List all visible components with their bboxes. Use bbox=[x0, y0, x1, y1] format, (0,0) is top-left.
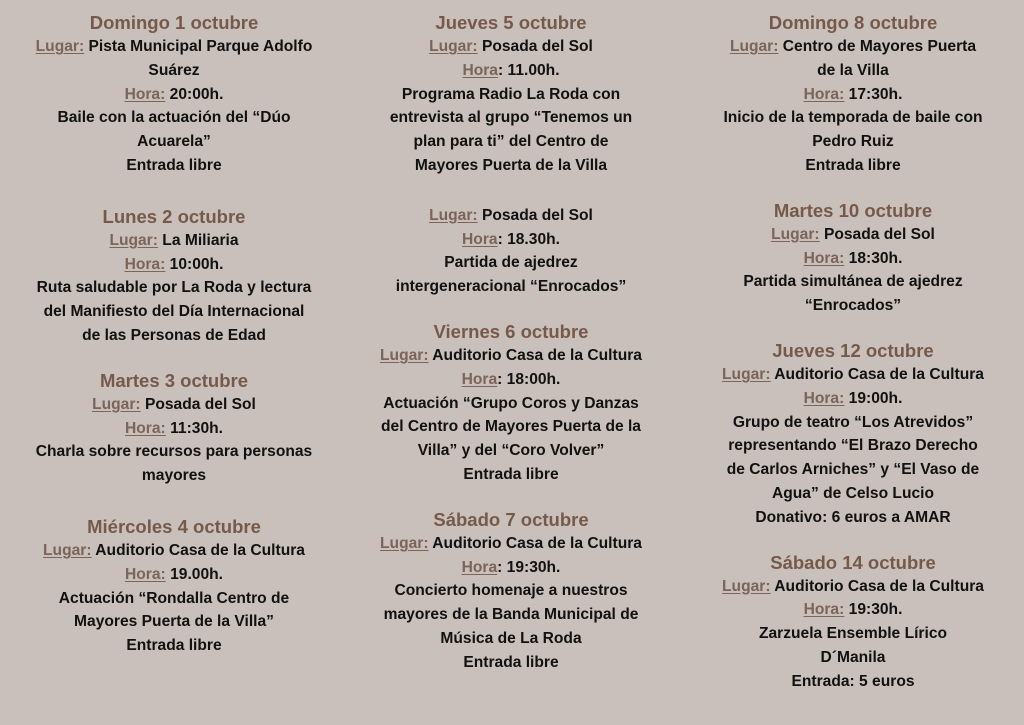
event-venue bbox=[8, 229, 340, 253]
event-card bbox=[348, 507, 674, 675]
time-label: Hora: bbox=[125, 565, 166, 583]
event-time bbox=[8, 83, 340, 107]
venue-value: Centro de Mayores Puerta bbox=[782, 38, 977, 55]
event-venue bbox=[348, 204, 674, 228]
time-value: : 19:30h. bbox=[497, 558, 561, 576]
event-card bbox=[348, 204, 674, 299]
venue-value: Posada del Sol bbox=[823, 225, 935, 243]
event-venue bbox=[690, 575, 1016, 599]
event-description-line: Pedro Ruiz bbox=[812, 133, 894, 151]
event-card bbox=[348, 319, 674, 487]
event-title: Sábado 14 octubre bbox=[770, 551, 936, 573]
time-value: 19.00h. bbox=[170, 565, 223, 583]
event-card bbox=[690, 198, 1016, 318]
time-value: : 18.30h. bbox=[497, 230, 560, 248]
event-description-line: Acuarela” bbox=[137, 133, 211, 151]
time-value: 18:30h. bbox=[848, 249, 903, 267]
event-time bbox=[348, 59, 674, 83]
time-value: : 18:00h. bbox=[497, 370, 561, 388]
venue-value: La Miliaria bbox=[162, 231, 239, 249]
event-description-line: “Enrocados” bbox=[804, 297, 902, 315]
venue-label: Lugar: bbox=[380, 346, 429, 364]
event-title: Jueves 12 octubre bbox=[772, 339, 934, 361]
event-description-line: de las Personas de Edad bbox=[82, 326, 266, 344]
venue-label: Lugar: bbox=[35, 38, 85, 55]
event-title: Sábado 7 octubre bbox=[433, 508, 589, 530]
venue-label: Lugar: bbox=[722, 365, 771, 383]
event-card bbox=[8, 368, 340, 488]
venue-label: Lugar: bbox=[722, 577, 771, 595]
event-title: Domingo 8 octubre bbox=[768, 12, 938, 33]
schedule-column-1 bbox=[8, 10, 340, 658]
event-card bbox=[690, 550, 1016, 694]
event-description-line: Ruta saludable por La Roda y lectura bbox=[36, 279, 312, 297]
time-value: 11:30h. bbox=[170, 419, 223, 437]
event-description-line: intergeneracional “Enrocados” bbox=[395, 278, 627, 296]
event-admission: Entrada libre bbox=[805, 156, 901, 174]
venue-value: Pista Municipal Parque Adolfo bbox=[88, 38, 313, 55]
event-description-line: mayores bbox=[141, 467, 207, 485]
event-venue bbox=[690, 35, 1016, 59]
time-label: Hora bbox=[462, 230, 498, 248]
event-venue bbox=[690, 223, 1016, 247]
event-description-line: Inicio de la temporada de baile con bbox=[723, 109, 983, 127]
time-value: 19:00h. bbox=[848, 389, 903, 407]
venue-value: Auditorio Casa de la Cultura bbox=[432, 534, 642, 552]
event-description-line: Concierto homenaje a nuestros bbox=[394, 582, 628, 600]
venue-label: Lugar: bbox=[43, 541, 92, 559]
event-venue bbox=[8, 35, 340, 59]
event-description-line: Grupo de teatro “Los Atrevidos” bbox=[732, 413, 974, 431]
venue-value: Posada del Sol bbox=[144, 395, 256, 413]
event-description-line: del Centro de Mayores Puerta de la bbox=[381, 418, 641, 436]
event-card bbox=[8, 514, 340, 658]
time-label: Hora: bbox=[803, 601, 845, 619]
event-time bbox=[690, 83, 1016, 107]
event-description-line: plan para ti” del Centro de bbox=[413, 133, 609, 151]
event-description-line: Mayores Puerta de la Villa bbox=[414, 156, 608, 174]
event-description-line: Baile con la actuación del “Dúo bbox=[57, 109, 291, 127]
event-venue bbox=[690, 363, 1016, 387]
event-admission: Entrada: 5 euros bbox=[791, 672, 915, 690]
event-description-line: Actuación “Rondalla Centro de bbox=[58, 589, 290, 607]
time-label: Hora bbox=[462, 61, 498, 79]
time-value: 20:00h. bbox=[169, 85, 224, 103]
event-time bbox=[8, 253, 340, 277]
event-admission: Donativo: 6 euros a AMAR bbox=[755, 508, 951, 526]
time-value: 19:30h. bbox=[848, 601, 903, 619]
event-card bbox=[690, 10, 1016, 178]
event-time bbox=[690, 247, 1016, 271]
event-title: Jueves 5 octubre bbox=[435, 12, 587, 33]
time-label: Hora: bbox=[803, 85, 845, 103]
time-label: Hora bbox=[461, 370, 498, 388]
time-value: : 11.00h. bbox=[497, 61, 560, 79]
time-label: Hora: bbox=[124, 85, 166, 103]
time-value: 17:30h. bbox=[848, 85, 903, 103]
event-card bbox=[348, 10, 674, 178]
event-description-line: Actuación “Grupo Coros y Danzas bbox=[383, 394, 639, 412]
venue-label: Lugar: bbox=[771, 225, 820, 243]
event-title: Lunes 2 octubre bbox=[102, 205, 246, 227]
event-description-line: Partida de ajedrez bbox=[444, 254, 578, 272]
event-description-line: Partida simultánea de ajedrez bbox=[743, 273, 963, 291]
venue-label: Lugar: bbox=[380, 534, 429, 552]
event-description-line: Programa Radio La Roda con bbox=[401, 85, 621, 103]
venue-value: Auditorio Casa de la Cultura bbox=[774, 577, 984, 595]
venue-label: Lugar: bbox=[729, 38, 779, 55]
event-venue bbox=[8, 393, 340, 417]
time-label: Hora: bbox=[125, 419, 166, 437]
event-title: Viernes 6 octubre bbox=[433, 320, 589, 342]
event-venue bbox=[348, 35, 674, 59]
event-admission: Entrada libre bbox=[126, 637, 222, 655]
venue-label: Lugar: bbox=[429, 38, 478, 55]
venue-label: Lugar: bbox=[92, 395, 141, 413]
event-card bbox=[8, 10, 340, 178]
time-label: Hora bbox=[461, 558, 498, 576]
schedule-column-2 bbox=[348, 10, 674, 675]
event-time bbox=[690, 598, 1016, 622]
event-description-line: Mayores Puerta de la Villa” bbox=[74, 613, 274, 631]
event-description-line: entrevista al grupo “Tenemos un bbox=[389, 109, 633, 127]
venue-value: Auditorio Casa de la Cultura bbox=[774, 365, 984, 383]
schedule-column-3 bbox=[690, 10, 1016, 694]
venue-value: Auditorio Casa de la Cultura bbox=[432, 346, 642, 364]
event-description-line: representando “El Brazo Derecho bbox=[728, 437, 978, 455]
event-description-line: Villa” y del “Coro Volver” bbox=[417, 442, 605, 460]
event-title: Martes 10 octubre bbox=[773, 199, 933, 221]
time-value: 10:00h. bbox=[169, 255, 224, 273]
event-description-line: del Manifiesto del Día Internacional bbox=[43, 303, 305, 321]
time-label: Hora: bbox=[803, 389, 845, 407]
event-description-line: mayores de la Banda Municipal de bbox=[383, 606, 639, 624]
event-time bbox=[8, 417, 340, 441]
time-label: Hora: bbox=[803, 249, 845, 267]
event-admission: Entrada libre bbox=[463, 465, 559, 483]
event-description-line: Agua” de Celso Lucio bbox=[771, 484, 935, 502]
event-title: Domingo 1 octubre bbox=[89, 12, 259, 33]
venue-value-continued: Suárez bbox=[148, 61, 200, 79]
event-time bbox=[690, 387, 1016, 411]
event-title: Martes 3 octubre bbox=[99, 369, 249, 391]
venue-label: Lugar: bbox=[429, 206, 478, 224]
venue-value: Posada del Sol bbox=[481, 38, 593, 55]
event-venue bbox=[348, 532, 674, 556]
event-description-line: Zarzuela Ensemble Lírico bbox=[758, 625, 948, 643]
event-admission: Entrada libre bbox=[126, 156, 222, 174]
venue-value: Auditorio Casa de la Cultura bbox=[95, 541, 305, 559]
event-venue bbox=[348, 344, 674, 368]
event-time bbox=[348, 228, 674, 252]
event-description-line: D´Manila bbox=[820, 648, 886, 666]
venue-value-continued: de la Villa bbox=[817, 61, 889, 79]
time-label: Hora: bbox=[124, 255, 166, 273]
event-title: Miércoles 4 octubre bbox=[87, 515, 261, 537]
event-time bbox=[348, 368, 674, 392]
event-venue bbox=[8, 539, 340, 563]
event-description-line: de Carlos Arniches” y “El Vaso de bbox=[726, 461, 980, 479]
event-card bbox=[8, 204, 340, 348]
venue-label: Lugar: bbox=[109, 231, 158, 249]
event-description-line: Charla sobre recursos para personas bbox=[35, 443, 313, 461]
event-card bbox=[690, 338, 1016, 530]
event-time bbox=[348, 556, 674, 580]
event-description-line: Música de La Roda bbox=[440, 629, 582, 647]
event-time bbox=[8, 563, 340, 587]
event-admission: Entrada libre bbox=[463, 653, 559, 671]
venue-value: Posada del Sol bbox=[481, 206, 593, 224]
